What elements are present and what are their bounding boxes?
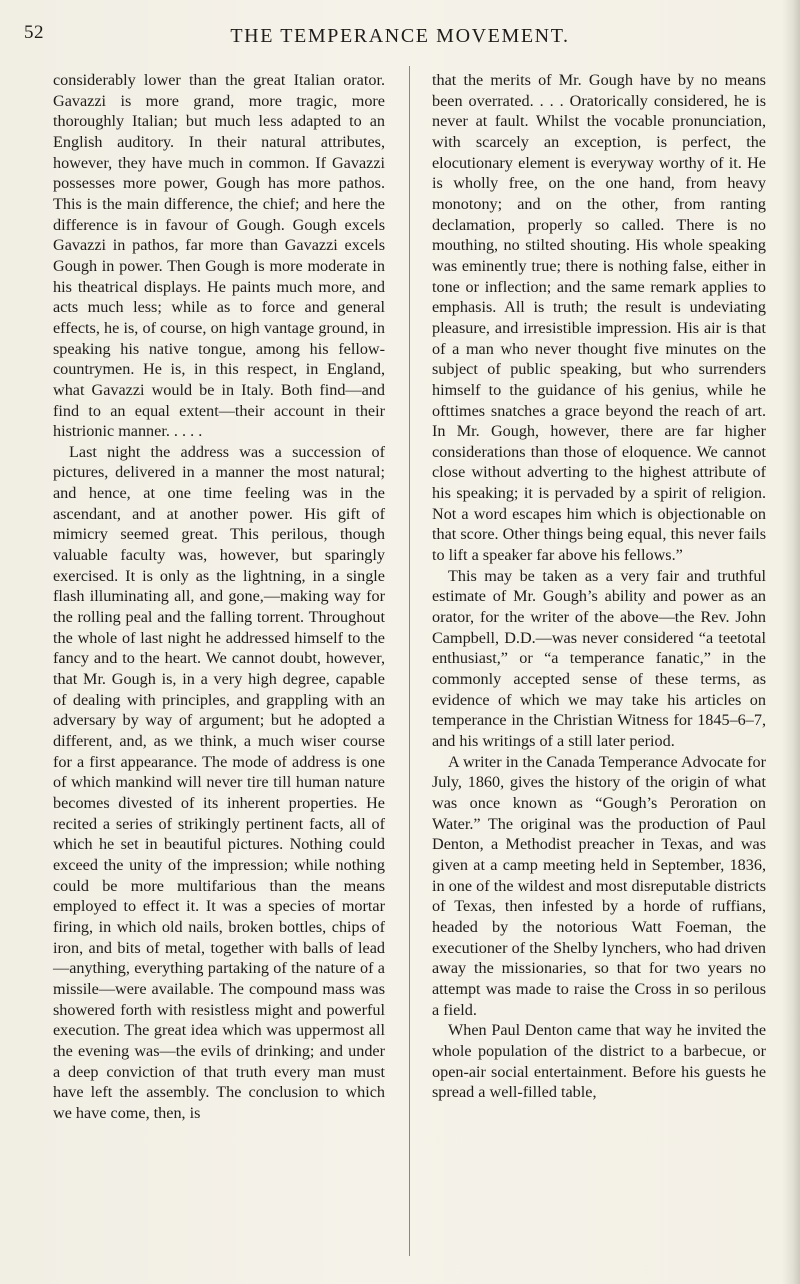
page-header (24, 22, 776, 54)
right-paragraph-1: that the merits of Mr. Gough have by no means been overrated. . . . Oratorically considered, he is never at fault. Whilst the vocable pronunciation, with scarcely an exception, is perfect, the elocutionary element is everyway worthy of it. He is wholly free, on the one hand, from heavy monotony; and on the other, from ranting declamation, properly so called. There is no mouthing, no stilted shouting. His whole speaking was eminently true; there is nothing false, either in tone or inflection; and the same remark applies to emphasis. All is truth; the result is undeviating pleasure, and irresistible impression. His air is that of a man who never thought five minutes on the subject of public speaking, but who surrenders himself to the guidance of his genius, while he ofttimes snatches a grace beyond the reach of art. In Mr. Gough, however, there are far higher considerations than those of eloquence. We cannot close without adverting to the highest attribute of his speaking; it is pervaded by a spirit of religion. Not a word escapes him which is objectionable on that score. Other things being equal, this never fails to lift a speaker far above his fellows.” (432, 71, 766, 565)
column-divider (409, 66, 410, 1256)
page-number: 52 (24, 22, 44, 43)
right-paragraph-4: When Paul Denton came that way he invited the whole population of the district to a barbecue, or open-air social entertainment. Before his guests he spread a well-filled table, (432, 1021, 766, 1102)
right-text-column (432, 70, 766, 1103)
right-paragraph-2: This may be taken as a very fair and truthful estimate of Mr. Gough’s ability and power as an orator, for the writer of the above—the Rev. John Campbell, D.D.—was never considered “a teetotal enthusiast,” or “a temperance fanatic,” in the commonly accepted sense of these terms, as evidence of which we may take his articles on temperance in the Christian Witness for 1845–6–7, and his writings of a still later period. (432, 566, 766, 750)
running-title: THE TEMPERANCE MOVEMENT. (230, 25, 570, 47)
left-paragraph-1: considerably lower than the great Italian orator. Gavazzi is more grand, more tragic, more thoroughly Italian; but much less adapted to an English auditory. In their natural attributes, however, they have much in common. If Gavazzi possesses more power, Gough has more pathos. This is the main difference, the chief; and here the difference is in favour of Gough. Gough excels Gavazzi in pathos, far more than Gavazzi excels Gough in power. Then Gough is more moderate in his theatrical displays. He paints much more, and acts much less; while as to force and general effects, he is, of course, on high vantage ground, in speaking his native tongue, among his fellow-countrymen. He is, in this respect, in England, what Gavazzi would be in Italy. Both find—and find to an equal extent—their account in their histrionic manner. . . . . (53, 71, 385, 441)
left-text-column (53, 70, 385, 1123)
page-edge-shadow (782, 0, 800, 1284)
left-paragraph-2: Last night the address was a succession of pictures, delivered in a manner the most natural; and hence, at one time feeling was in the ascendant, and at another power. His gift of mimicry seemed great. This perilous, though valuable faculty was, however, but sparingly exercised. It is only as the lightning, in a single flash illuminating all, and gone,—making way for the rolling peal and the falling torrent. Throughout the whole of last night he addressed himself to the fancy and to the heart. We cannot doubt, however, that Mr. Gough is, in a very high degree, capable of dealing with principles, and grappling with an adversary by way of argument; but he adopted a different, and, as we think, a much wiser course for a first appearance. The mode of address is one of which mankind will never tire till human nature becomes divested of its inherent properties. He recited a series of strikingly pertinent facts, all of which he set in beautiful pictures. Nothing could exceed the unity of the impression; while nothing could be more multifarious than the means employed to effect it. It was a species of mortar firing, in which old nails, broken bottles, chips of iron, and bits of metal, together with balls of lead—anything, everything partaking of the nature of a missile—were available. The compound mass was showered forth with resistless might and powerful execution. The great idea which was uppermost all the evening was—the evils of drinking; and under a deep conviction of that truth every man must have left the assembly. The conclusion to which we have come, then, is (53, 442, 385, 1122)
right-paragraph-3: A writer in the Canada Temperance Advocate for July, 1860, gives the history of the origin of what was once known as “Gough’s Peroration on Water.” The original was the production of Paul Denton, a Methodist preacher in Texas, and was given at a camp meeting held in September, 1836, in one of the wildest and most disreputable districts of Texas, then infested by a horde of ruffians, headed by the notorious Watt Foeman, the executioner of the Shelby lynchers, who had driven away the missionaries, so that for two years no attempt was made to raise the Cross in so perilous a field. (432, 752, 766, 1019)
